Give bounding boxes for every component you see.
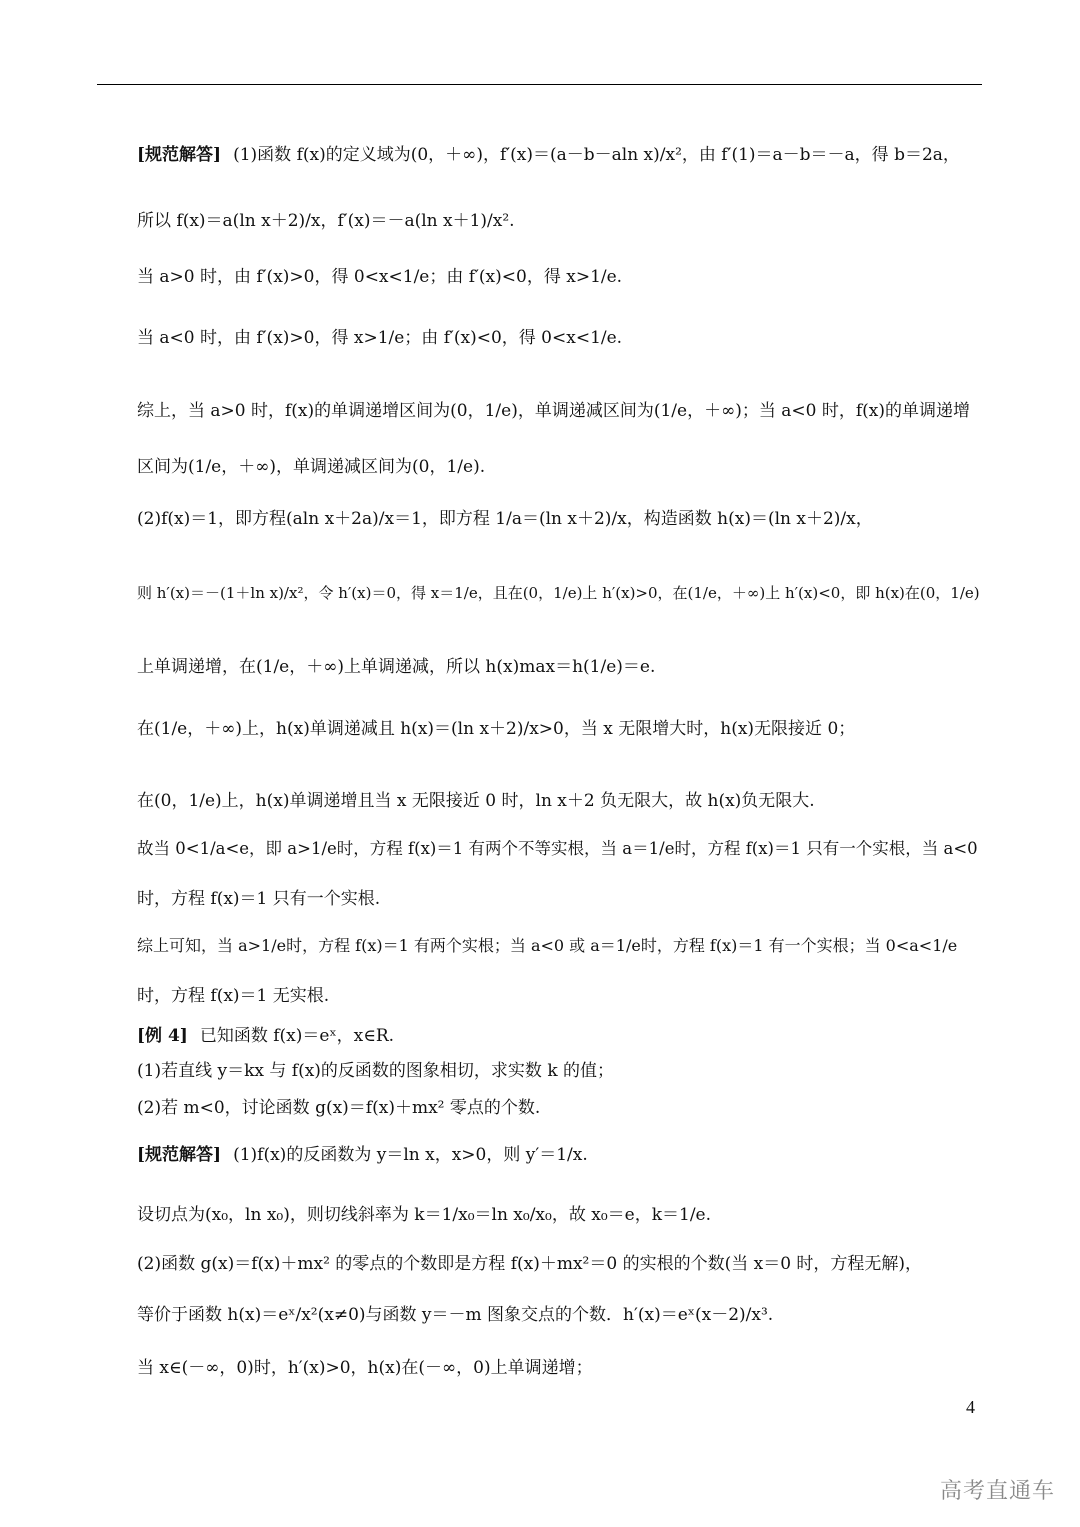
- text-line: [137, 508, 982, 530]
- text-line: [137, 1060, 982, 1082]
- text-line: [137, 935, 982, 957]
- line-text: 则 h′(x)＝－(1＋ln x)/x²，令 h′(x)＝0，得 x＝1/e，且在(0，1/e)上 h′(x)>0，在(1/e，＋∞)上 h′(x)<0，即 h(x)在(0，1/e): [137, 584, 980, 602]
- line-text: (2)函数 g(x)＝f(x)＋mx² 的零点的个数即是方程 f(x)＋mx²＝0 的实根的个数(当 x＝0 时，方程无解)，: [137, 1254, 923, 1274]
- text-line: [137, 790, 982, 812]
- text-line: [137, 718, 982, 740]
- line-text: 当 a>0 时，由 f′(x)>0，得 0<x<1/e；由 f′(x)<0，得 x>1/e.: [137, 267, 623, 287]
- page-number: 4: [966, 1397, 975, 1417]
- line-text: 所以 f(x)＝a(ln x＋2)/x，f′(x)＝－a(ln x＋1)/x².: [137, 211, 515, 231]
- section-tag: [规范解答]: [137, 145, 222, 165]
- text-line: [137, 1025, 982, 1047]
- line-text: 时，方程 f(x)＝1 无实根.: [137, 986, 330, 1006]
- line-text: 时，方程 f(x)＝1 只有一个实根.: [137, 889, 381, 909]
- text-line: [137, 400, 982, 422]
- line-text: (1)函数 f(x)的定义域为(0，＋∞)，f′(x)＝(a－b－aln x)/x²，由 f′(1)＝a－b＝－a，得 b＝2a，: [233, 145, 960, 165]
- line-text: 综上可知，当 a>1/e时，方程 f(x)＝1 有两个实根；当 a<0 或 a＝1/e时，方程 f(x)＝1 有一个实根；当 0<a<1/e: [137, 936, 958, 955]
- text-line: [137, 1253, 982, 1275]
- text-line: [137, 456, 982, 478]
- line-text: (1)f(x)的反函数为 y＝ln x，x>0，则 y′＝1/x.: [233, 1145, 588, 1165]
- line-text: (2)f(x)＝1，即方程(aln x＋2a)/x＝1，即方程 1/a＝(ln x＋2)/x，构造函数 h(x)＝(ln x＋2)/x，: [137, 509, 873, 529]
- line-text: 设切点为(x₀，ln x₀)，则切线斜率为 k＝1/x₀＝ln x₀/x₀，故 x₀＝e，k＝1/e.: [137, 1205, 712, 1225]
- text-line: [137, 144, 982, 166]
- text-line: [137, 582, 982, 604]
- text-line: [137, 1204, 982, 1226]
- watermark: 高考直通车: [940, 1479, 1056, 1504]
- text-line: [137, 985, 982, 1007]
- text-line: [137, 210, 982, 232]
- text-line: [137, 327, 982, 349]
- line-text: 已知函数 f(x)＝eˣ，x∈R.: [199, 1026, 395, 1046]
- line-text: 综上，当 a>0 时，f(x)的单调递增区间为(0，1/e)，单调递减区间为(1/e，＋∞)；当 a<0 时，f(x)的单调递增: [137, 401, 971, 421]
- line-text: 故当 0<1/a<e，即 a>1/e时，方程 f(x)＝1 有两个不等实根，当 a＝1/e时，方程 f(x)＝1 只有一个实根，当 a<0: [137, 839, 978, 858]
- line-text: 区间为(1/e，＋∞)，单调递减区间为(0，1/e).: [137, 457, 486, 477]
- header-rule: [97, 84, 982, 85]
- text-line: [137, 838, 982, 860]
- text-line: [137, 1357, 982, 1379]
- text-line: [137, 266, 982, 288]
- text-line: [137, 1144, 982, 1166]
- line-text: 当 x∈(－∞，0)时，h′(x)>0，h(x)在(－∞，0)上单调递增；: [137, 1358, 593, 1378]
- example-tag: [例 4]: [137, 1026, 188, 1046]
- text-line: [137, 888, 982, 910]
- text-line: [137, 1304, 982, 1326]
- text-line: [137, 656, 982, 678]
- line-text: 在(1/e，＋∞)上，h(x)单调递减且 h(x)＝(ln x＋2)/x>0，当 x 无限增大时，h(x)无限接近 0；: [137, 719, 856, 739]
- line-text: 等价于函数 h(x)＝eˣ/x²(x≠0)与函数 y＝－m 图象交点的个数．h′(x)＝eˣ(x－2)/x³.: [137, 1305, 774, 1325]
- line-text: (1)若直线 y＝kx 与 f(x)的反函数的图象相切，求实数 k 的值；: [137, 1061, 615, 1081]
- line-text: 在(0，1/e)上，h(x)单调递增且当 x 无限接近 0 时，ln x＋2 负无限大，故 h(x)负无限大.: [137, 791, 815, 811]
- section-tag: [规范解答]: [137, 1145, 222, 1165]
- line-text: 当 a<0 时，由 f′(x)>0，得 x>1/e；由 f′(x)<0，得 0<x<1/e.: [137, 328, 623, 348]
- line-text: (2)若 m<0，讨论函数 g(x)＝f(x)＋mx² 零点的个数.: [137, 1098, 541, 1118]
- text-line: [137, 1097, 982, 1119]
- line-text: 上单调递增，在(1/e，＋∞)上单调递减，所以 h(x)max＝h(1/e)＝e.: [137, 657, 656, 677]
